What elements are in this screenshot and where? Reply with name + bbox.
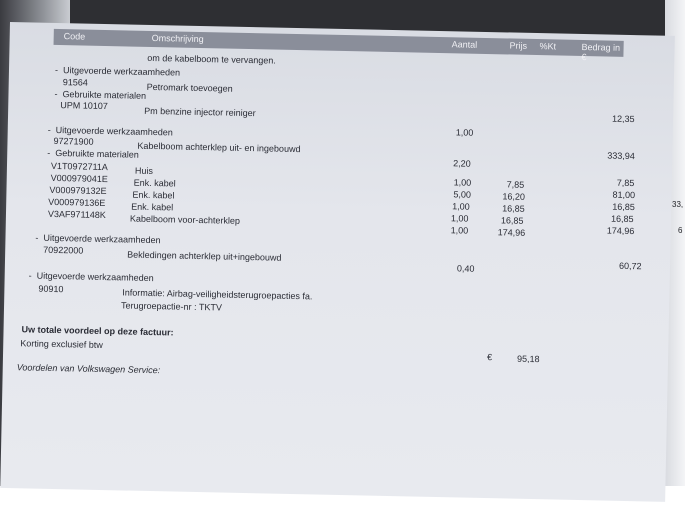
section-title: - Gebruikte materialen — [47, 147, 139, 160]
material-desc: Enk. kabel — [131, 201, 174, 213]
section-title: - Uitgevoerde werkzaamheden — [47, 124, 173, 138]
item-desc: Kabelboom achterklep uit- en ingebouwd — [137, 140, 301, 155]
material-prijs: 174,96 — [497, 227, 526, 238]
item-desc: Petromark toevoegen — [146, 81, 233, 94]
korting-currency: € — [486, 352, 493, 363]
item-bedrag: 333,94 — [607, 150, 635, 162]
material-aantal: 5,00 — [453, 189, 472, 200]
edge-text-1: 33, — [672, 200, 684, 209]
material-bedrag: 16,85 — [612, 201, 635, 213]
header-code: Code — [63, 31, 86, 42]
material-prijs: 7,85 — [506, 179, 525, 190]
header-korting: %Kt — [539, 41, 557, 52]
material-code: V000979136E — [48, 196, 106, 209]
material-aantal: 1,00 — [452, 201, 470, 212]
material-prijs: 16,85 — [500, 215, 524, 226]
item-desc-2: Terugroepactie-nr : TKTV — [120, 300, 223, 313]
material-desc: Enk. kabel — [133, 177, 176, 189]
item-aantal: 1,00 — [455, 127, 474, 138]
material-code: V3AF971148K — [47, 208, 106, 221]
material-aantal: 1,00 — [450, 213, 469, 224]
section-title: - Uitgevoerde werkzaamheden — [28, 270, 154, 284]
header-aantal: Aantal — [451, 39, 478, 50]
material-aantal: 1,00 — [450, 225, 469, 236]
material-prijs: 16,20 — [502, 191, 526, 202]
header-prijs: Prijs — [509, 40, 528, 51]
voordeel-title: Uw totale voordeel op deze factuur: — [21, 324, 174, 338]
material-prijs: 16,85 — [502, 203, 525, 214]
korting-label: Korting exclusief btw — [20, 338, 103, 351]
material-bedrag: 81,00 — [612, 189, 636, 201]
item-code: 90910 — [38, 283, 64, 295]
material-bedrag: 174,96 — [606, 225, 635, 237]
header-bedrag: Bedrag in € — [581, 41, 621, 63]
item-aantal: 2,20 — [453, 158, 471, 169]
item-bedrag: 60,72 — [618, 260, 642, 272]
item-desc: Informatie: Airbag-veiligheidsterugroepacties fa. — [122, 287, 313, 302]
item-bedrag: 12,35 — [612, 113, 635, 125]
material-desc: Kabelboom voor-achterklep — [129, 213, 241, 226]
material-desc: Enk. kabel — [132, 189, 175, 201]
item-desc: Bekledingen achterklep uit+ingebouwd — [127, 249, 282, 263]
material-code: V000979132E — [49, 184, 107, 197]
edge-text-2: 6 — [678, 226, 683, 235]
header-omschrijving: Omschrijving — [151, 32, 204, 45]
invoice-page — [0, 22, 675, 502]
section-title: - Uitgevoerde werkzaamheden — [35, 232, 161, 246]
section-title: - Uitgevoerde werkzaamheden — [54, 64, 181, 78]
item-aantal: 0,40 — [456, 263, 475, 274]
item-code: UPM 10107 — [60, 100, 108, 112]
material-code: V000979041E — [50, 172, 108, 185]
material-bedrag: 7,85 — [616, 177, 635, 189]
material-aantal: 1,00 — [453, 177, 472, 188]
item-desc: Pm benzine injector reiniger — [144, 105, 256, 119]
material-desc: Huis — [134, 165, 154, 177]
item-code: 91564 — [62, 77, 88, 88]
footer-text: Voordelen van Volkswagen Service: — [16, 362, 161, 376]
intro-text: om de kabelboom te vervangen. — [147, 52, 276, 66]
section-title: - Gebruikte materialen — [54, 88, 147, 101]
item-code: 97271900 — [53, 135, 94, 147]
material-code: V1T0972711A — [50, 160, 108, 173]
item-code: 70922000 — [43, 244, 84, 256]
material-bedrag: 16,85 — [610, 213, 634, 225]
korting-value: 95,18 — [516, 353, 540, 365]
